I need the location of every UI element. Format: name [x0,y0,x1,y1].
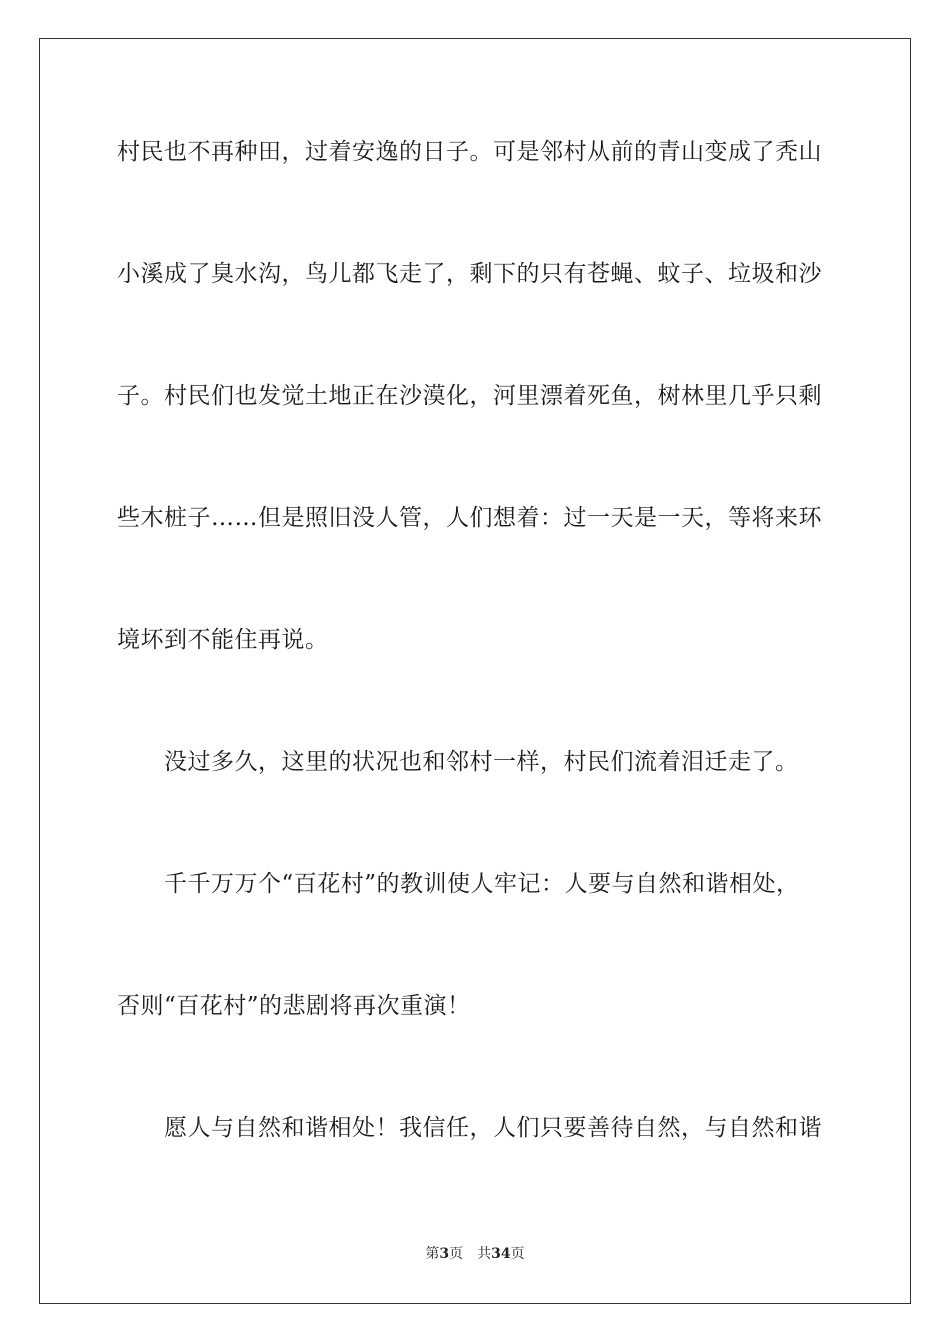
page-suffix: 页 [449,1246,464,1262]
page-number: 3 [439,1246,450,1262]
page-prefix: 第 [425,1246,440,1262]
paragraph-line-7: 千千万万个“百花村”的教训使人牢记：人要与自然和谐相处， [164,871,800,897]
paragraph-line-6: 没过多久，这里的状况也和邻村一样，村民们流着泪迁走了。 [164,749,799,775]
total-prefix: 共 [477,1246,492,1262]
paragraph-line-4: 些木桩子……但是照旧没人管，人们想着：过一天是一天，等将来环 [117,505,822,531]
paragraph-line-8: 否则“百花村”的悲剧将再次重演！ [117,993,471,1019]
paragraph-line-2: 小溪成了臭水沟，鸟儿都飞走了，剩下的只有苍蝇、蚊子、垃圾和沙 [117,261,822,287]
total-suffix: 页 [510,1246,525,1262]
paragraph-line-1: 村民也不再种田，过着安逸的日子。可是邻村从前的青山变成了秃山 [117,139,822,165]
total-pages: 34 [491,1246,511,1262]
page-footer [0,1244,950,1264]
paragraph-line-5: 境坏到不能住再说。 [117,627,329,653]
paragraph-line-9: 愿人与自然和谐相处！我信任，人们只要善待自然，与自然和谐 [164,1115,822,1141]
paragraph-line-3: 子。村民们也发觉土地正在沙漠化，河里漂着死鱼，树林里几乎只剩 [117,383,822,409]
